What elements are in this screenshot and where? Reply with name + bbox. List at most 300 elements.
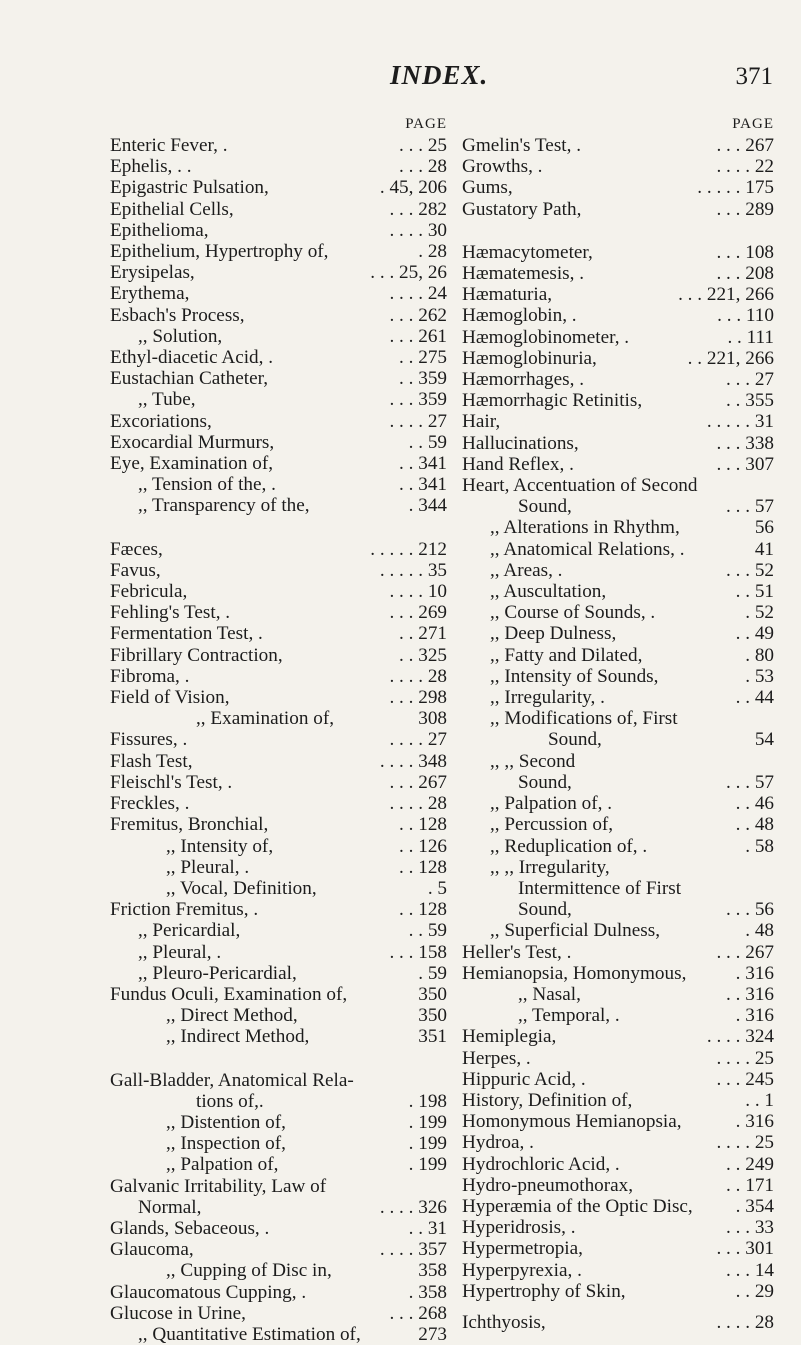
entry-term: Gall-Bladder, Anatomical Rela- xyxy=(110,1069,354,1091)
entry-page: . . . 27 xyxy=(726,369,774,391)
index-entry xyxy=(110,474,447,495)
section-gap xyxy=(462,220,774,242)
entry-page: . . . 338 xyxy=(716,432,774,454)
entry-term: Hæmoglobinuria, xyxy=(462,347,597,369)
index-entry xyxy=(462,496,774,517)
entry-page: . . . . 28 xyxy=(716,1311,774,1333)
entry-page: . . . 208 xyxy=(716,263,774,285)
index-entry xyxy=(110,432,447,453)
section-gap xyxy=(462,1302,774,1312)
index-entry xyxy=(110,1154,447,1175)
index-entry xyxy=(110,135,447,156)
entry-term: Fehling's Test, . xyxy=(110,602,231,624)
entry-term: Hyperæmia of the Optic Disc, xyxy=(462,1195,693,1217)
entry-term: Glucose in Urine, xyxy=(110,1302,246,1324)
index-entry xyxy=(110,539,447,560)
index-entry xyxy=(462,581,774,602)
index-entry xyxy=(462,836,774,857)
entry-page: . . . 359 xyxy=(389,389,447,411)
running-title: INDEX. xyxy=(390,60,489,90)
entry-term: Gustatory Path, xyxy=(462,198,582,220)
index-entry xyxy=(462,729,774,750)
entry-term: Ethyl-diacetic Acid, . xyxy=(110,347,274,369)
entry-term: Intermittence of First xyxy=(518,877,682,899)
index-entry xyxy=(110,963,447,984)
index-entry xyxy=(110,814,447,835)
entry-term: Eye, Examination of, xyxy=(110,453,274,475)
index-entry xyxy=(110,666,447,687)
entry-term: Hallucinations, xyxy=(462,432,579,454)
entry-term: Homonymous Hemianopsia, xyxy=(462,1111,682,1133)
entry-page: . . . 262 xyxy=(389,304,447,326)
entry-page: . . . . 25 xyxy=(716,1047,774,1069)
entry-page: 350 xyxy=(418,983,447,1005)
entry-page: . 316 xyxy=(735,962,774,984)
index-entry xyxy=(110,878,447,899)
section-gap xyxy=(110,517,447,539)
entry-term: Enteric Fever, . xyxy=(110,135,228,156)
entry-page: . 58 xyxy=(745,835,774,857)
entry-term: Fermentation Test, . xyxy=(110,623,263,645)
entry-term: Freckles, . xyxy=(110,793,190,815)
entry-page: . . . . 357 xyxy=(379,1239,447,1261)
index-entry xyxy=(462,708,774,729)
entry-term: Hydrochloric Acid, . xyxy=(462,1153,620,1175)
entry-page: 56 xyxy=(754,517,774,539)
index-entry xyxy=(462,1111,774,1132)
index-column-right xyxy=(462,113,774,1333)
index-entry xyxy=(110,1260,447,1281)
index-entry xyxy=(110,1282,447,1303)
entry-page: . 5 xyxy=(427,877,447,899)
entry-term: Hydroa, . xyxy=(462,1132,534,1154)
entry-term: ,, Quantitative Estimation of, xyxy=(138,1323,361,1345)
page-column-heading: PAGE xyxy=(732,116,774,132)
entry-term: Growths, . xyxy=(462,156,543,178)
page-number: 371 xyxy=(735,63,773,90)
index-entry xyxy=(462,687,774,708)
entry-term: ,, Palpation of, xyxy=(166,1154,279,1176)
index-entry xyxy=(462,348,774,369)
entry-page: . 199 xyxy=(408,1133,447,1155)
entry-term: Fæces, xyxy=(110,538,163,560)
entry-term: Gmelin's Test, . xyxy=(462,135,582,156)
index-entry xyxy=(110,347,447,368)
index-entry xyxy=(462,1196,774,1217)
entry-term: Exocardial Murmurs, xyxy=(110,431,275,453)
entry-term: ,, ,, Irregularity, xyxy=(490,856,610,878)
entry-term: Epithelium, Hypertrophy of, xyxy=(110,241,329,263)
entry-term: ,, Pericardial, xyxy=(138,920,241,942)
index-entry xyxy=(110,368,447,389)
index-entry xyxy=(462,1260,774,1281)
entry-term: Gums, xyxy=(462,177,513,199)
entry-page: . . . 57 xyxy=(726,496,774,518)
entry-term: ,, Inspection of, xyxy=(166,1133,286,1155)
index-entry xyxy=(110,708,447,729)
entry-term: Hand Reflex, . xyxy=(462,453,574,475)
entry-page: . . . 221, 266 xyxy=(678,284,774,306)
index-entry xyxy=(462,517,774,538)
entry-term: Fibroma, . xyxy=(110,665,190,687)
entry-page: . . 44 xyxy=(735,687,774,709)
entry-page: . . . . 10 xyxy=(389,581,447,603)
entry-term: ,, Indirect Method, xyxy=(166,1026,310,1048)
entry-term: Hypertrophy of Skin, xyxy=(462,1280,626,1302)
entry-term: ,, Pleural, . xyxy=(166,856,250,878)
index-entry xyxy=(110,836,447,857)
index-entry xyxy=(462,984,774,1005)
entry-term: Friction Fremitus, . xyxy=(110,899,259,921)
entry-term: Fundus Oculi, Examination of, xyxy=(110,983,348,1005)
entry-page: . 52 xyxy=(745,602,774,624)
entry-page: . . 59 xyxy=(408,431,447,453)
entry-page: . . . 25, 26 xyxy=(370,262,447,284)
entry-page: . . 111 xyxy=(727,326,774,348)
index-entry xyxy=(110,772,447,793)
entry-page: . . 126 xyxy=(399,835,447,857)
entry-term: Glands, Sebaceous, . xyxy=(110,1217,270,1239)
index-entry xyxy=(110,1239,447,1260)
index-entry xyxy=(110,645,447,666)
page-header xyxy=(0,60,801,100)
entry-term: Hæmacytometer, xyxy=(462,241,593,263)
index-entry xyxy=(462,1175,774,1196)
index-entry xyxy=(110,1091,447,1112)
index-entry xyxy=(110,199,447,220)
entry-page: . . . 298 xyxy=(389,687,447,709)
entry-term: ,, Tube, xyxy=(138,389,196,411)
entry-term: ,, Cupping of Disc in, xyxy=(166,1260,332,1282)
entry-term: Sound, xyxy=(518,771,572,793)
index-entry xyxy=(462,284,774,305)
index-entry xyxy=(462,793,774,814)
entry-page: . . . 268 xyxy=(389,1302,447,1324)
entry-term: Fleischl's Test, . xyxy=(110,771,233,793)
entry-page: . . . 282 xyxy=(389,198,447,220)
entry-page: . . 59 xyxy=(408,920,447,942)
entry-page: . . 341 xyxy=(399,474,447,496)
index-entry xyxy=(110,751,447,772)
entry-term: Favus, xyxy=(110,559,161,581)
entry-page: . . . 301 xyxy=(716,1238,774,1260)
entry-term: ,, Percussion of, xyxy=(490,814,614,836)
entry-page: . . . . . 31 xyxy=(706,411,774,433)
entry-term: ,, Irregularity, . xyxy=(490,687,605,709)
index-entry xyxy=(462,560,774,581)
entry-page: . . . 267 xyxy=(716,941,774,963)
entry-page: . . 171 xyxy=(726,1174,774,1196)
entry-term: Excoriations, xyxy=(110,410,212,432)
entry-page: . . 128 xyxy=(399,899,447,921)
entry-term: Hydro-pneumothorax, xyxy=(462,1174,634,1196)
entry-term: ,, Vocal, Definition, xyxy=(166,877,317,899)
index-entry xyxy=(110,920,447,941)
index-entry xyxy=(110,729,447,750)
entry-term: Erythema, xyxy=(110,283,190,305)
entry-term: Hæmaturia, xyxy=(462,284,553,306)
entry-term: Sound, xyxy=(518,496,572,518)
index-entry xyxy=(462,1090,774,1111)
index-entry xyxy=(462,751,774,772)
entry-page: . . 46 xyxy=(735,793,774,815)
index-entry xyxy=(462,1238,774,1259)
index-entry xyxy=(110,389,447,410)
entry-page: . . 31 xyxy=(408,1217,447,1239)
entry-page: . . . . . 35 xyxy=(379,559,447,581)
index-entry xyxy=(462,645,774,666)
section-gap xyxy=(110,1048,447,1070)
entry-term: ,, Auscultation, xyxy=(490,581,607,603)
index-entry xyxy=(462,199,774,220)
entry-term: Fissures, . xyxy=(110,729,188,751)
entry-page: . 198 xyxy=(408,1090,447,1112)
entry-term: Herpes, . xyxy=(462,1047,531,1069)
entry-page: 273 xyxy=(418,1323,447,1345)
entry-term: Fremitus, Bronchial, xyxy=(110,814,269,836)
entry-term: Hæmoglobinometer, . xyxy=(462,326,630,348)
entry-term: Hæmoglobin, . xyxy=(462,305,577,327)
entry-term: ,, Course of Sounds, . xyxy=(490,602,656,624)
entry-term: ,, Solution, xyxy=(138,325,223,347)
entry-term: ,, Anatomical Relations, . xyxy=(490,538,685,560)
entry-page: . . 341 xyxy=(399,453,447,475)
entry-page: . . . 289 xyxy=(716,198,774,220)
entry-term: Heart, Accentuation of Second xyxy=(462,475,698,497)
index-entry xyxy=(462,475,774,496)
entry-page: . . . . . 212 xyxy=(370,538,447,560)
entry-term: Hyperidrosis, . xyxy=(462,1217,576,1239)
entry-page: . . . . 27 xyxy=(389,729,447,751)
index-entry xyxy=(110,1026,447,1047)
index-entry xyxy=(462,878,774,899)
entry-term: ,, Tension of the, . xyxy=(138,474,276,496)
entry-term: Normal, xyxy=(138,1196,202,1218)
entry-page: . 354 xyxy=(735,1195,774,1217)
entry-term: Epithelioma, xyxy=(110,219,209,241)
entry-page: 41 xyxy=(754,538,774,560)
entry-term: ,, Examination of, xyxy=(196,708,335,730)
index-entry xyxy=(110,1070,447,1091)
entry-term: ,, Modifications of, First xyxy=(490,708,678,730)
index-entry xyxy=(110,262,447,283)
index-entry xyxy=(110,177,447,198)
entry-page: . . . 28 xyxy=(399,156,447,178)
entry-page: 350 xyxy=(418,1005,447,1027)
entry-page: . . 29 xyxy=(735,1280,774,1302)
index-entry xyxy=(110,581,447,602)
index-entry xyxy=(110,602,447,623)
entry-page: . 48 xyxy=(745,920,774,942)
page-column-heading: PAGE xyxy=(405,116,447,132)
entry-term: Hæmorrhagic Retinitis, xyxy=(462,390,643,412)
entry-page: . 316 xyxy=(735,1111,774,1133)
entry-page: . . . 267 xyxy=(389,771,447,793)
index-entry xyxy=(462,454,774,475)
entry-term: Eustachian Catheter, xyxy=(110,368,268,390)
entry-page: . 358 xyxy=(408,1281,447,1303)
entry-page: . . . 52 xyxy=(726,559,774,581)
entry-term: Field of Vision, xyxy=(110,687,230,709)
entry-page: . . . 56 xyxy=(726,899,774,921)
entry-page: . 199 xyxy=(408,1111,447,1133)
entry-term: ,, Deep Dulness, xyxy=(490,623,617,645)
index-entry xyxy=(110,1133,447,1154)
entry-page: . 53 xyxy=(745,665,774,687)
entry-term: ,, Pleuro-Pericardial, xyxy=(138,962,297,984)
index-entry xyxy=(110,241,447,262)
entry-term: ,, Superficial Dulness, xyxy=(490,920,660,942)
entry-page: . . . 158 xyxy=(389,941,447,963)
entry-term: Glaucomatous Cupping, . xyxy=(110,1281,307,1303)
index-entry xyxy=(110,687,447,708)
entry-page: . 344 xyxy=(408,495,447,517)
index-entry xyxy=(110,942,447,963)
entry-page: . . . . 22 xyxy=(716,156,774,178)
entry-page: . . 275 xyxy=(399,347,447,369)
index-entry xyxy=(462,963,774,984)
index-entry xyxy=(462,1069,774,1090)
index-entry xyxy=(462,433,774,454)
entry-term: ,, Reduplication of, . xyxy=(490,835,648,857)
entry-page: . . . 25 xyxy=(399,135,447,156)
entry-term: Febricula, xyxy=(110,581,188,603)
entry-term: Heller's Test, . xyxy=(462,941,572,963)
index-entry xyxy=(462,1132,774,1153)
entry-page: . . . 33 xyxy=(726,1217,774,1239)
entry-term: Erysipelas, xyxy=(110,262,195,284)
entry-page: . . . . . 175 xyxy=(697,177,774,199)
entry-page: . . . 108 xyxy=(716,241,774,263)
index-entry xyxy=(462,242,774,263)
entry-page: . . 221, 266 xyxy=(687,347,774,369)
entry-term: ,, Alterations in Rhythm, xyxy=(490,517,680,539)
entry-page: . . 49 xyxy=(735,623,774,645)
index-entry xyxy=(110,1197,447,1218)
entry-page: . 59 xyxy=(418,962,447,984)
index-entry xyxy=(462,327,774,348)
entry-page: . . 128 xyxy=(399,814,447,836)
index-entry xyxy=(462,1312,774,1333)
index-entry xyxy=(110,411,447,432)
entry-page: . . 271 xyxy=(399,623,447,645)
index-column-left xyxy=(110,113,447,1345)
entry-page: . 316 xyxy=(735,1005,774,1027)
entry-term: Hypermetropia, xyxy=(462,1238,583,1260)
entry-page: . 28 xyxy=(418,241,447,263)
index-entry xyxy=(462,942,774,963)
index-entry xyxy=(110,793,447,814)
index-entry xyxy=(462,1005,774,1026)
index-entry xyxy=(462,369,774,390)
index-entry xyxy=(110,156,447,177)
entry-page: . . . 267 xyxy=(716,135,774,156)
entry-term: ,, Areas, . xyxy=(490,559,563,581)
entry-page: . . . . 30 xyxy=(389,219,447,241)
entry-page: 358 xyxy=(418,1260,447,1282)
entry-page: . . . . 28 xyxy=(389,665,447,687)
entry-term: Esbach's Process, xyxy=(110,304,245,326)
entry-page: . . 1 xyxy=(745,1089,774,1111)
index-entry xyxy=(462,263,774,284)
index-entry xyxy=(462,814,774,835)
index-entry xyxy=(462,1154,774,1175)
index-entry xyxy=(110,1005,447,1026)
entry-term: Fibrillary Contraction, xyxy=(110,644,283,666)
index-entry xyxy=(462,539,774,560)
index-entry xyxy=(110,623,447,644)
entry-page: . . . . 28 xyxy=(389,793,447,815)
entry-term: ,, Distention of, xyxy=(166,1111,286,1133)
entry-page: . 45, 206 xyxy=(379,177,447,199)
entry-term: Sound, xyxy=(518,899,572,921)
index-entry xyxy=(110,1218,447,1239)
index-entry xyxy=(110,1303,447,1324)
entry-term: History, Definition of, xyxy=(462,1089,633,1111)
index-entry xyxy=(110,1176,447,1197)
entry-page: . . 51 xyxy=(735,581,774,603)
entry-term: ,, Pleural, . xyxy=(138,941,222,963)
entry-page: . . . 245 xyxy=(716,1068,774,1090)
index-entry xyxy=(110,283,447,304)
entry-page: . . . 110 xyxy=(717,305,774,327)
entry-page: . . . 307 xyxy=(716,453,774,475)
index-entry xyxy=(462,899,774,920)
entry-page: . . . . 25 xyxy=(716,1132,774,1154)
entry-page: . . . 269 xyxy=(389,602,447,624)
index-entry xyxy=(462,666,774,687)
entry-page: . . . . 24 xyxy=(389,283,447,305)
entry-term: Flash Test, xyxy=(110,750,193,772)
entry-term: ,, Intensity of Sounds, xyxy=(490,665,659,687)
entry-page: . 199 xyxy=(408,1154,447,1176)
index-entry xyxy=(110,857,447,878)
entry-page: . . . . 326 xyxy=(379,1196,447,1218)
index-entry xyxy=(110,305,447,326)
entry-page: . . 359 xyxy=(399,368,447,390)
index-entry xyxy=(462,772,774,793)
entry-term: Sound, xyxy=(548,729,602,751)
index-entry xyxy=(462,156,774,177)
index-entry xyxy=(110,495,447,516)
entry-page: . . . 57 xyxy=(726,771,774,793)
entry-page: . . 325 xyxy=(399,644,447,666)
entry-term: ,, Palpation of, . xyxy=(490,793,613,815)
index-entry xyxy=(462,1281,774,1302)
index-entry xyxy=(110,1324,447,1345)
entry-term: Epigastric Pulsation, xyxy=(110,177,269,199)
entry-page: 351 xyxy=(418,1026,447,1048)
entry-term: Ephelis, . . xyxy=(110,156,192,178)
entry-term: ,, Direct Method, xyxy=(166,1005,298,1027)
index-entry xyxy=(462,411,774,432)
index-entry xyxy=(462,390,774,411)
entry-term: Hair, xyxy=(462,411,501,433)
entry-term: Glaucoma, xyxy=(110,1239,194,1261)
index-entry xyxy=(462,135,774,156)
index-entry xyxy=(110,899,447,920)
entry-term: Hippuric Acid, . xyxy=(462,1068,586,1090)
entry-page: 308 xyxy=(418,708,447,730)
index-entry xyxy=(110,453,447,474)
entry-term: Galvanic Irritability, Law of xyxy=(110,1175,327,1197)
entry-page: . . 316 xyxy=(726,983,774,1005)
index-entry xyxy=(462,602,774,623)
entry-term: Hemianopsia, Homonymous, xyxy=(462,962,687,984)
index-entry xyxy=(110,326,447,347)
index-entry xyxy=(462,177,774,198)
entry-term: Hemiplegia, xyxy=(462,1026,557,1048)
